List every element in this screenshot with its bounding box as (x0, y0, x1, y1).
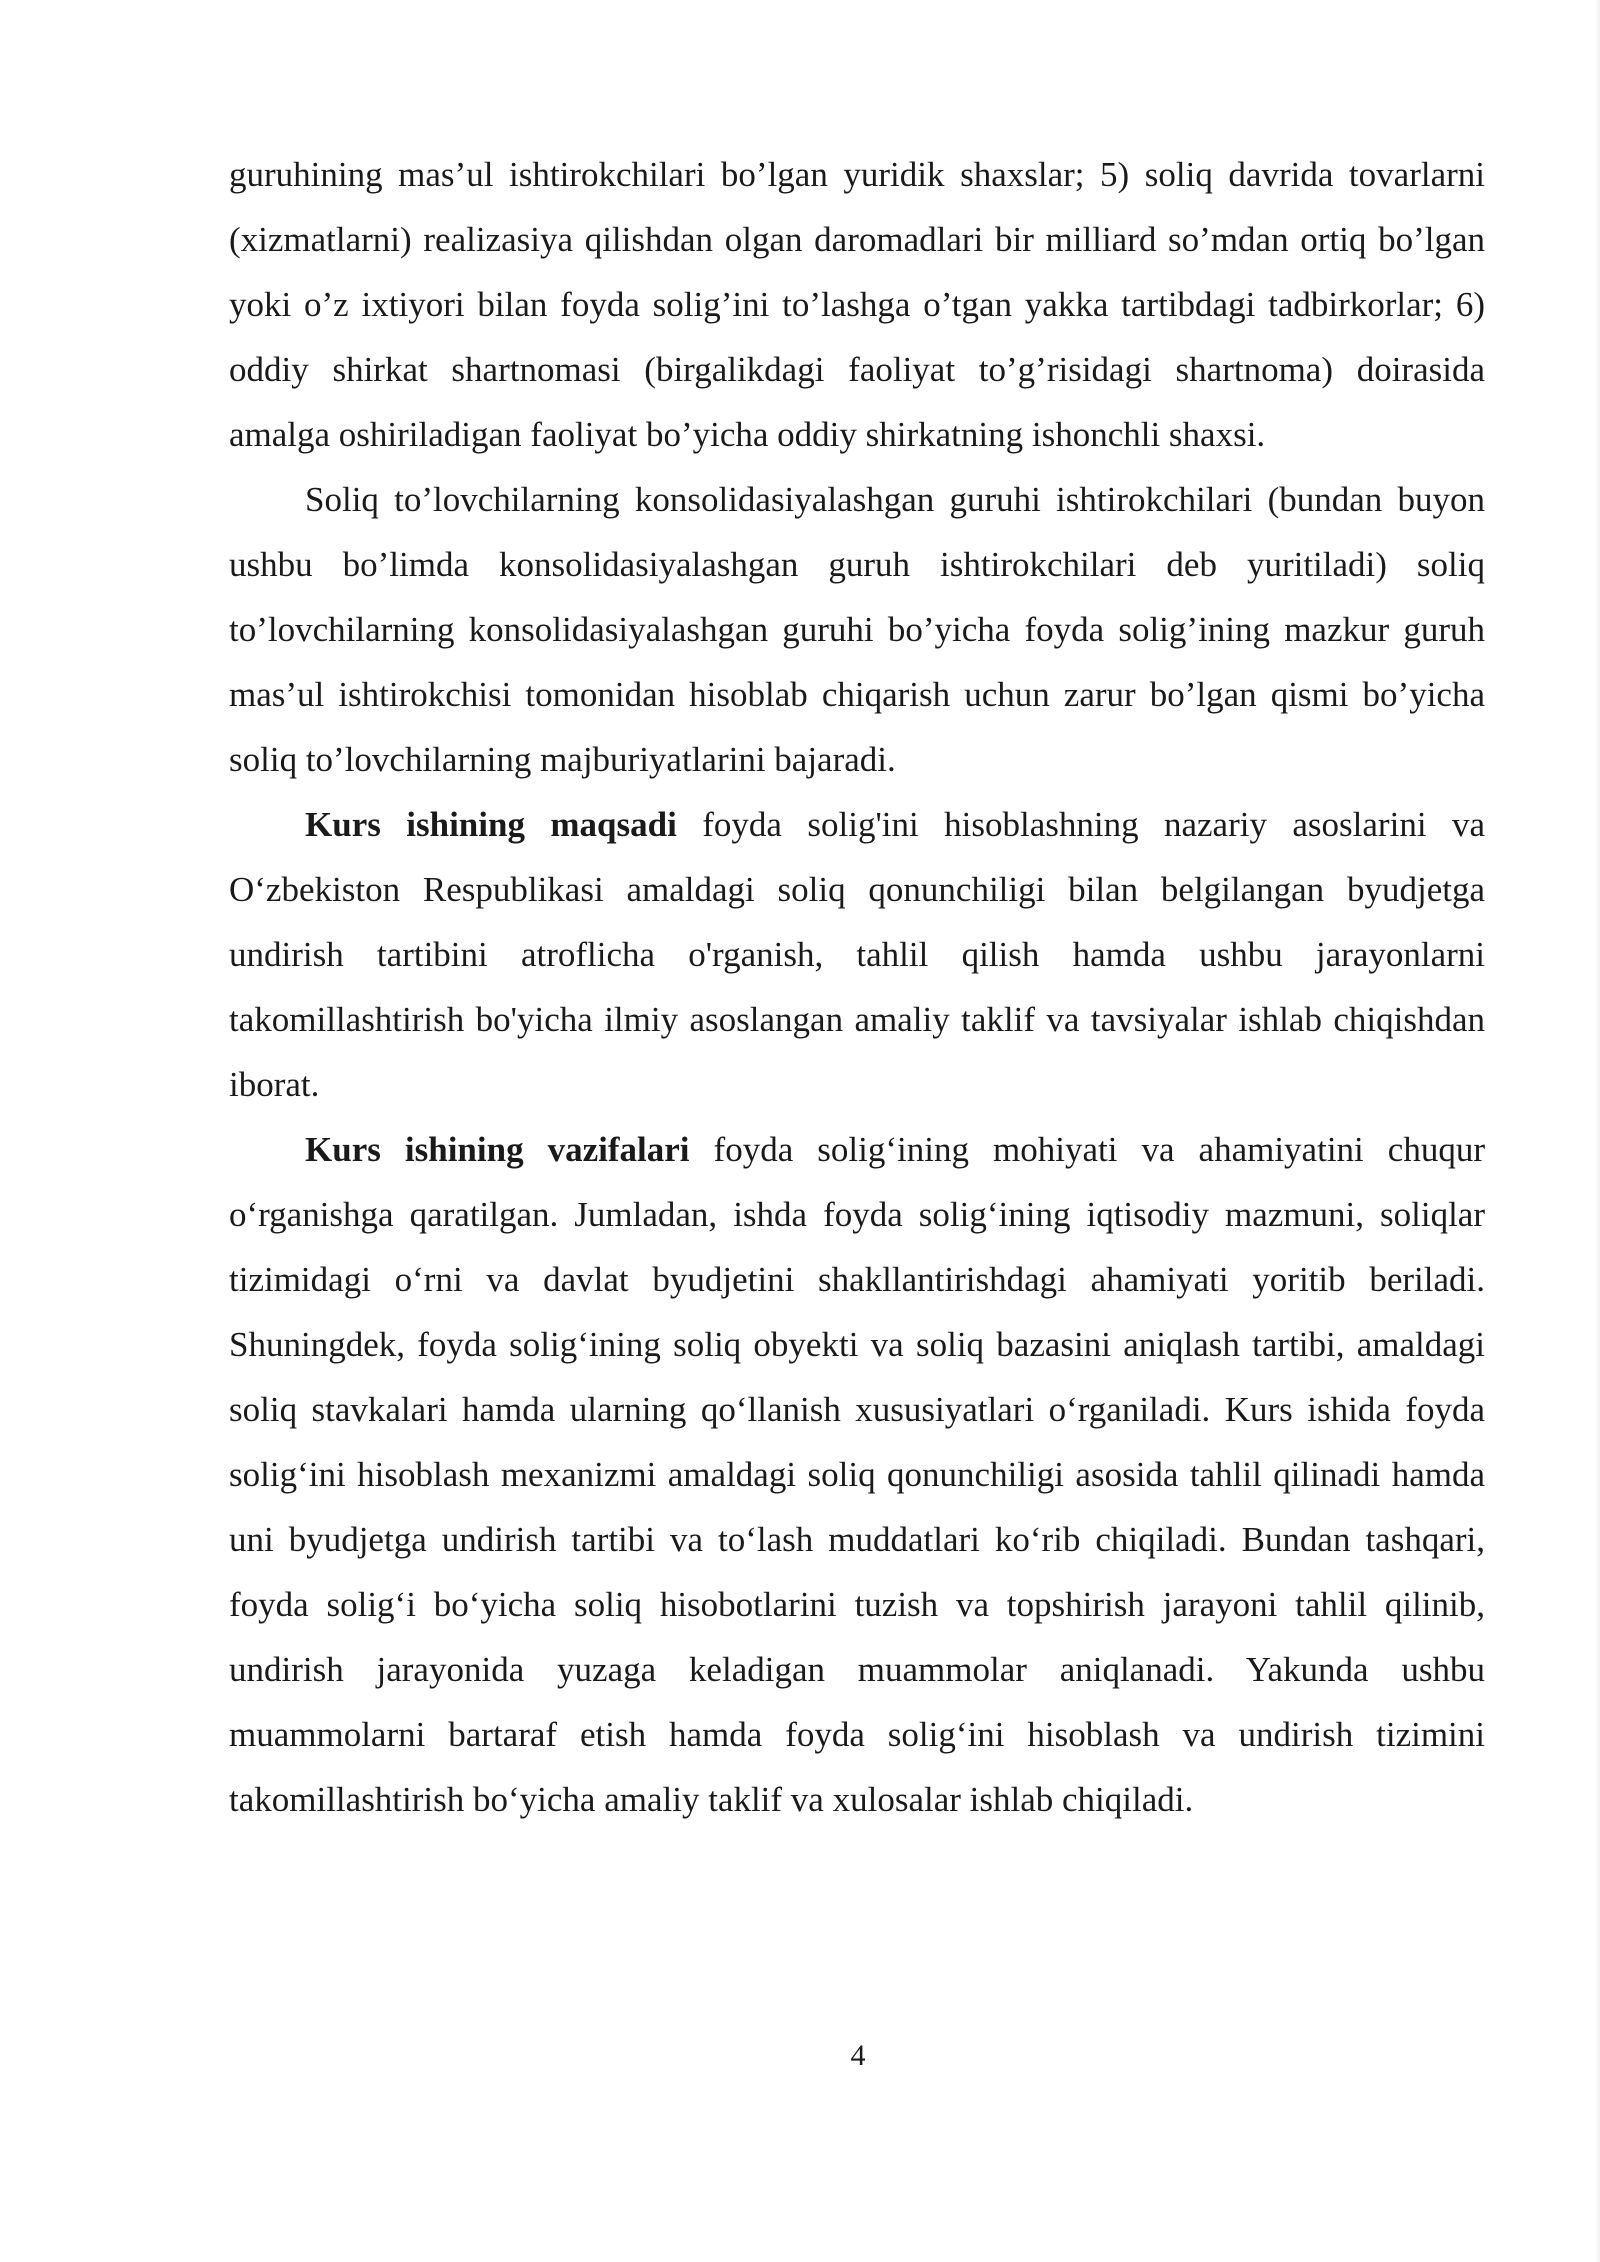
paragraph-1-text: guruhining mas’ul ishtirokchilari bo’lgan yuridik shaxslar; 5) soliq davrida tovarlarni (xizmatlarni) realizasiya qilishdan olgan daromadlari bir milliard so’mdan ortiq bo’lgan yoki o’z ixtiyori bilan foyda solig’ini to’lashga o’tgan yakka tartibdagi tadbirkorlar; 6) oddiy shirkat shartnomasi (birgalikdagi faoliyat to’g’risidagi shartnoma) doirasida amalga oshiriladigan faoliyat bo’yicha oddiy shirkatning ishonchli shaxsi. (229, 155, 1485, 454)
paragraph-2-text: Soliq to’lovchilarning konsolidasiyalashgan guruhi ishtirokchilari (bundan buyon ushbu bo’limda konsolidasiyalashgan guruh ishtirokchilari deb yuritiladi) soliq to’lovchilarning konsolidasiyalashgan guruhi bo’yicha foyda solig’ining mazkur guruh mas’ul ishtirokchisi tomonidan hisoblab chiqarish uchun zarur bo’lgan qismi bo’yicha soliq to’lovchilarning majburiyatlarini bajaradi. (229, 480, 1485, 779)
paragraph-3-lead: Kurs ishining maqsadi (305, 805, 677, 844)
page-edge-shadow (1594, 0, 1600, 2262)
paragraph-4-text: foyda solig‘ining mohiyati va ahamiyatini chuqur o‘rganishga qaratilgan. Jumladan, ishda foyda solig‘ining iqtisodiy mazmuni, soliqlar tizimidagi o‘rni va davlat byudjetini shakllantirishdagi ahamiyati yoritib beriladi. Shuningdek, foyda solig‘ining soliq obyekti va soliq bazasini aniqlash tartibi, amaldagi soliq stavkalari hamda ularning qo‘llanish xususiyatlari o‘rganiladi. Kurs ishida foyda solig‘ini hisoblash mexanizmi amaldagi soliq qonunchiligi asosida tahlil qilinadi hamda uni byudjetga undirish tartibi va to‘lash muddatlari ko‘rib chiqiladi. Bundan tashqari, foyda solig‘i bo‘yicha soliq hisobotlarini tuzish va topshirish jarayoni tahlil qilinib, undirish jarayonida yuzaga keladigan muammolar aniqlanadi. Yakunda ushbu muammolarni bartaraf etish hamda foyda solig‘ini hisoblash va undirish tizimini takomillashtirish bo‘yicha amaliy taklif va xulosalar ishlab chiqiladi. (229, 1130, 1485, 1819)
paragraph-2 (229, 467, 1485, 792)
paragraph-4 (229, 1117, 1485, 1832)
paragraph-4-lead: Kurs ishining vazifalari (305, 1130, 690, 1169)
page-number: 4 (850, 2039, 866, 2072)
paragraph-1 (229, 142, 1485, 467)
paragraph-3-text: foyda solig'ini hisoblashning nazariy asoslarini va O‘zbekiston Respublikasi amaldagi soliq qonunchiligi bilan belgilangan byudjetga undirish tartibini atroflicha o'rganish, tahlil qilish hamda ushbu jarayonlarni takomillashtirish bo'yicha ilmiy asoslangan amaliy taklif va tavsiyalar ishlab chiqishdan iborat. (229, 805, 1486, 1104)
paragraph-3 (229, 792, 1485, 1117)
page-body (229, 142, 1485, 1832)
